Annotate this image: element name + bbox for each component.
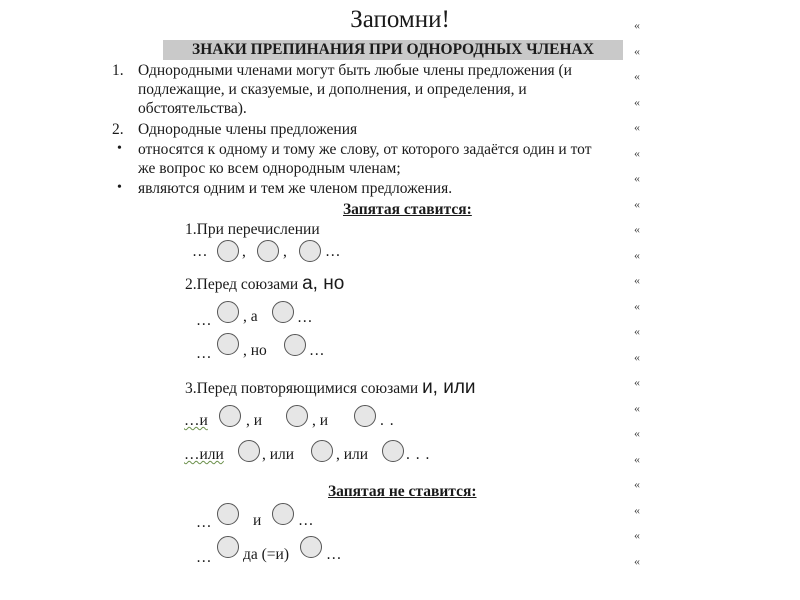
word-circle — [272, 503, 294, 525]
comma-placed-subheading: Запятая ставится: — [343, 201, 472, 218]
rule-3b-end: . . . — [406, 446, 431, 463]
edge-glyph: « — [634, 94, 640, 109]
bullet-1-line-1: относятся к одному и тому же слову, от которого задаётся один и тот — [138, 141, 592, 158]
word-circle — [257, 240, 279, 262]
item-1-line-2: подлежащие, и сказуемые, и дополнения, и определения, и — [138, 81, 527, 98]
edge-glyph: « — [634, 145, 640, 160]
comma-not-placed-subheading: Запятая не ставится: — [328, 483, 477, 500]
item-2-number: 2. — [112, 121, 124, 138]
edge-glyph: « — [634, 400, 640, 415]
word-circle — [217, 536, 239, 558]
word-circle — [354, 405, 376, 427]
word-circle — [217, 503, 239, 525]
rule-3a-seg-1: , и — [246, 412, 263, 429]
no-comma-2-start: … — [196, 549, 213, 566]
bullet-1-line-2: же вопрос ко всем однородным членам; — [138, 160, 401, 177]
edge-glyph: « — [634, 477, 640, 491]
rule-2a-start: … — [196, 312, 213, 329]
rule-1-comma-2: , — [283, 243, 287, 260]
word-circle — [284, 334, 306, 356]
item-1-number: 1. — [112, 62, 124, 79]
rule-1-end-dots: … — [325, 243, 342, 260]
word-circle — [238, 440, 260, 462]
rule-3b-seg-1: , или — [262, 446, 295, 463]
rule-2b-end: … — [309, 342, 326, 359]
edge-glyph: « — [634, 120, 640, 134]
word-circle — [219, 405, 241, 427]
bullet-1-symbol: • — [117, 141, 122, 156]
rule-3-conjunctions: и, или — [422, 377, 476, 398]
no-comma-2-conjunction: да (=и) — [243, 546, 290, 563]
rule-2a-end: … — [297, 309, 314, 326]
rule-2-text — [185, 273, 344, 295]
word-circle — [311, 440, 333, 462]
edge-glyph: « — [634, 553, 640, 568]
word-circle — [217, 240, 239, 262]
word-circle — [382, 440, 404, 462]
item-2-text: Однородные члены предложения — [138, 121, 358, 138]
page-title: Запомни! — [350, 6, 450, 33]
edge-glyph: « — [634, 298, 640, 313]
rule-1-start-dots: … — [192, 243, 209, 260]
edge-glyph: « — [634, 273, 640, 287]
rule-1-comma-1: , — [242, 243, 246, 260]
edge-glyph: « — [634, 196, 640, 211]
edge-glyph: « — [634, 502, 640, 517]
bullet-2-symbol: • — [117, 180, 122, 195]
edge-glyph: « — [634, 18, 640, 32]
word-circle — [299, 240, 321, 262]
edge-glyph: « — [634, 171, 640, 185]
edge-glyph: « — [634, 222, 640, 236]
edge-glyph: « — [634, 324, 640, 338]
rule-3b-seg-2: , или — [336, 446, 369, 463]
edge-glyph: « — [634, 247, 640, 262]
edge-glyph: « — [634, 69, 640, 83]
rule-3b-start: …или — [184, 446, 224, 463]
item-1-line-3: обстоятельства). — [138, 100, 247, 117]
rule-1-text: 1.При перечислении — [185, 221, 320, 238]
word-circle — [286, 405, 308, 427]
section-heading: ЗНАКИ ПРЕПИНАНИЯ ПРИ ОДНОРОДНЫХ ЧЛЕНАХ — [163, 40, 623, 60]
rule-3a-seg-2: , и — [312, 412, 329, 429]
bullet-2-line-1: являются одним и тем же членом предложения. — [138, 180, 453, 197]
word-circle — [217, 301, 239, 323]
edge-glyph: « — [634, 375, 640, 389]
word-circle — [272, 301, 294, 323]
edge-glyph: « — [634, 349, 640, 364]
rule-3-prefix: 3.Перед повторяющимися союзами — [185, 380, 423, 397]
rule-3a-start: …и — [184, 412, 208, 429]
word-circle — [300, 536, 322, 558]
rule-3a-end: . . — [380, 412, 395, 429]
no-comma-1-start: … — [196, 514, 213, 531]
item-1-line-1: Однородными членами могут быть любые члены предложения (и — [138, 62, 572, 79]
rule-2-prefix: 2.Перед союзами — [185, 276, 303, 293]
rule-2b-start: … — [196, 345, 213, 362]
edge-glyph: « — [634, 528, 640, 542]
rule-2b-conjunction: , но — [243, 342, 267, 359]
edge-glyph: « — [634, 426, 640, 440]
rule-3-text — [185, 377, 476, 399]
edge-glyph: « — [634, 451, 640, 466]
no-comma-1-conjunction: и — [253, 512, 262, 529]
edge-glyph: « — [634, 43, 640, 58]
no-comma-1-end: … — [298, 512, 315, 529]
word-circle — [217, 333, 239, 355]
rule-2a-conjunction: , а — [243, 308, 258, 325]
no-comma-2-end: … — [326, 546, 343, 563]
rule-2-conjunctions: а, но — [302, 273, 345, 294]
